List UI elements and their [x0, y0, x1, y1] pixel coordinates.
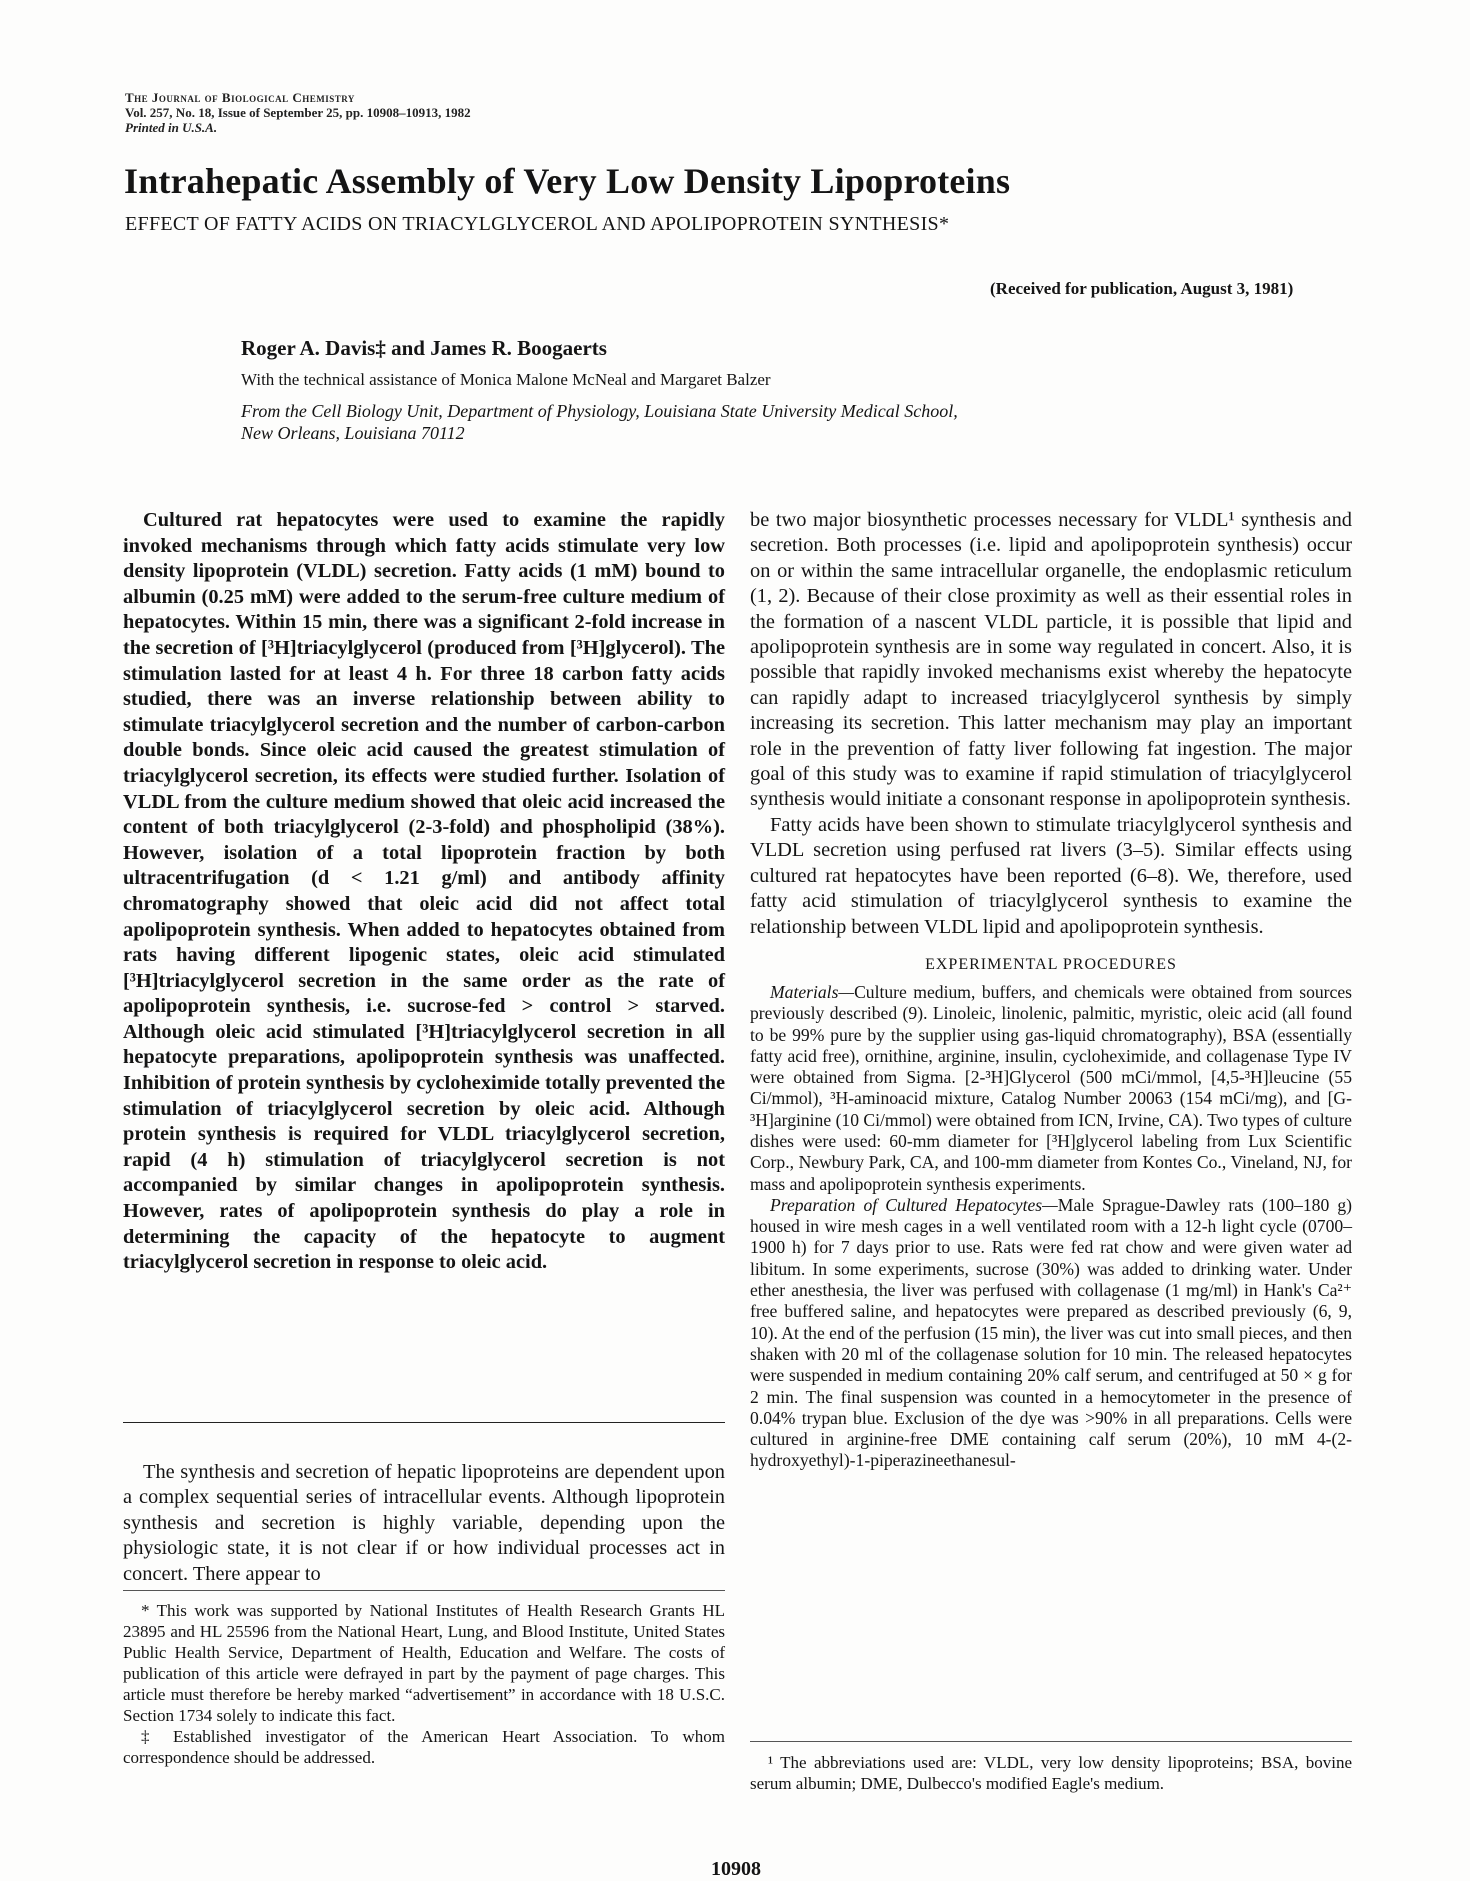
preparation-paragraph	[750, 1195, 1352, 1472]
right-paragraph-2: Fatty acids have been shown to stimulate triacylglycerol synthesis and VLDL secretion using perfused rat livers (3–5). Similar effects using cultured rat hepatocytes have been reported (6–8). We, therefore, used fatty acid stimulation of triacylglycerol synthesis to examine the relationship between VLDL lipid and apolipoprotein synthesis.	[750, 813, 1352, 938]
section-heading: EXPERIMENTAL PROCEDURES	[925, 955, 1177, 973]
right-paragraph-1: be two major biosynthetic processes necessary for VLDL¹ synthesis and secretion. Both processes (i.e. lipid and apolipoprotein synthesis) occur on or within the same intracellular organelle, the endoplasmic reticulum (1, 2). Because of their close proximity as well as their essential roles in the formation of a nascent VLDL particle, it is possible that lipid and apolipoprotein synthesis are in some way regulated in concert. Also, it is possible that rapidly invoked mechanisms exist whereby the hepatocyte can rapidly adapt to increased triacylglycerol synthesis by simply increasing its secretion. This latter mechanism may play an important role in the prevention of fatty liver following fat ingestion. The major goal of this study was to examine if rapid stimulation of triacylglycerol synthesis would initiate a consonant response in apolipoprotein synthesis.	[750, 509, 1352, 811]
materials-paragraph	[750, 982, 1352, 1195]
introduction-paragraph: The synthesis and secretion of hepatic lipoproteins are dependent upon a complex sequential series of intracellular events. Although lipoprotein synthesis and secretion is highly variable, depending upon the physiologic state, it is not clear if or how individual processes act in concert. There appear to	[123, 1461, 725, 1585]
preparation-heading: Preparation of Cultured Hepatocytes—	[770, 1194, 1058, 1215]
affiliation	[241, 400, 958, 444]
affiliation-line-1: From the Cell Biology Unit, Department of Physiology, Louisiana State University Medical School,	[241, 401, 958, 421]
footnotes-left	[123, 1600, 725, 1768]
abstract-divider	[123, 1422, 725, 1423]
footnote-divider-right	[750, 1741, 1352, 1742]
footnote-divider-left	[123, 1590, 725, 1591]
preparation-text: Male Sprague-Dawley rats (100–180 g) housed in wire mesh cages in a well ventilated room with a 12-h light cycle (0700–1900 h) for 7 days prior to use. Rats were fed rat chow and were given water ad libitum. In some experiments, sucrose (30%) was added to drinking water. Under ether anesthesia, the liver was perfused with collagenase (1 mg/ml) in Hank's Ca²⁺ free buffered saline, and hepatocytes were prepared as described previously (6, 9, 10). At the end of the perfusion (15 min), the liver was cut into small pieces, and then shaken with 20 ml of the collagenase solution for 10 min. The released hepatocytes were suspended in medium containing 20% calf serum, and centrifuged at 50 × g for 2 min. The final suspension was counted in a hemocytometer in the presence of 0.04% trypan blue. Exclusion of the dye was >90% in all preparations. Cells were cultured in arginine-free DME containing calf serum (20%), 10 mM 4-(2-hydroxyethyl)-1-piperazineethanesul-	[750, 1194, 1352, 1471]
journal-name: The Journal of Biological Chemistry	[125, 90, 355, 105]
right-column	[750, 508, 1352, 1472]
abstract: Cultured rat hepatocytes were used to examine the rapidly invoked mechanisms through which fatty acids stimulate very low density lipoprotein (VLDL) secretion. Fatty acids (1 mM) bound to albumin (0.25 mM) were added to the serum-free culture medium of hepatocytes. Within 15 min, there was a significant 2-fold increase in the secretion of [³H]triacylglycerol (produced from [³H]glycerol). The stimulation lasted for at least 4 h. For three 18 carbon fatty acids studied, there was an inverse relationship between ability to stimulate triacylglycerol secretion and the number of carbon-carbon double bonds. Since oleic acid caused the greatest stimulation of triacylglycerol secretion, its effects were studied further. Isolation of VLDL from the culture medium showed that oleic acid increased the content of both triacylglycerol (2-3-fold) and phospholipid (38%). However, isolation of a total lipoprotein fraction by both ultracentrifugation (d < 1.21 g/ml) and antibody affinity chromatography showed that oleic acid did not affect total apolipoprotein synthesis. When added to hepatocytes obtained from rats having different lipogenic states, oleic acid stimulated [³H]triacylglycerol secretion in the same order as the rate of apolipoprotein synthesis, i.e. sucrose-fed > control > starved. Although oleic acid stimulated [³H]triacylglycerol secretion in all hepatocyte preparations, apolipoprotein synthesis was unaffected. Inhibition of protein synthesis by cycloheximide totally prevented the stimulation of triacylglycerol secretion by oleic acid. Although protein synthesis is required for VLDL triacylglycerol secretion, rapid (4 h) stimulation of triacylglycerol secretion is not accompanied by similar changes in apolipoprotein synthesis. However, rates of apolipoprotein synthesis do play a role in determining the capacity of the hepatocyte to augment triacylglycerol secretion in response to oleic acid.	[123, 509, 725, 1274]
journal-header	[125, 90, 471, 135]
materials-text: Culture medium, buffers, and chemicals were obtained from sources previously described (9). Linoleic, linolenic, palmitic, myristic, oleic acid (all found to be 99% pure by the supplier using gas-liquid chromatography), BSA (essentially fatty acid free), ornithine, arginine, insulin, cycloheximide, and collagenase Type IV were obtained from Sigma. [2-³H]Glycerol (500 mCi/mmol, [4,5-³H]leucine (55 Ci/mmol), ³H-aminoacid mixture, Catalog Number 20063 (154 mCi/mg), and [G-³H]arginine (10 Ci/mmol) were obtained from ICN, Irvine, CA). Two types of culture dishes were used: 60-mm diameter for [³H]glycerol labeling from Lux Scientific Corp., Newbury Park, CA, and 100-mm diameter from Kontes Co., Vineland, NJ, for mass and apolipoprotein synthesis experiments.	[750, 981, 1352, 1194]
footnote-abbreviations: ¹ The abbreviations used are: VLDL, very low density lipoproteins; BSA, bovine serum albumin; DME, Dulbecco's modified Eagle's medium.	[750, 1753, 1352, 1793]
received-date: (Received for publication, August 3, 1981)	[990, 279, 1294, 298]
affiliation-line-2: New Orleans, Louisiana 70112	[241, 423, 465, 443]
materials-heading: Materials—	[770, 981, 855, 1002]
footnote-dagger: ‡ Established investigator of the American Heart Association. To whom correspondence should be addressed.	[123, 1727, 725, 1767]
footnote-star: * This work was supported by National Institutes of Health Research Grants HL 23895 and HL 25596 from the National Heart, Lung, and Blood Institute, United States Public Health Service, Department of Health, Education and Welfare. The costs of publication of this article were defrayed in part by the payment of page charges. This article must therefore be hereby marked “advertisement” in accordance with 18 U.S.C. Section 1734 solely to indicate this fact.	[123, 1601, 725, 1725]
article-title: Intrahepatic Assembly of Very Low Density Lipoproteins	[124, 161, 1011, 201]
printed-line: Printed in U.S.A.	[125, 120, 218, 135]
volume-line: Vol. 257, No. 18, Issue of September 25, pp. 10908–10913, 1982	[125, 105, 471, 120]
technical-assistance: With the technical assistance of Monica Malone McNeal and Margaret Balzer	[241, 370, 771, 389]
authors: Roger A. Davis‡ and James R. Boogaerts	[241, 336, 607, 360]
article-subtitle: EFFECT OF FATTY ACIDS ON TRIACYLGLYCEROL AND APOLIPOPROTEIN SYNTHESIS*	[125, 213, 950, 235]
page-number: 10908	[711, 1858, 761, 1880]
